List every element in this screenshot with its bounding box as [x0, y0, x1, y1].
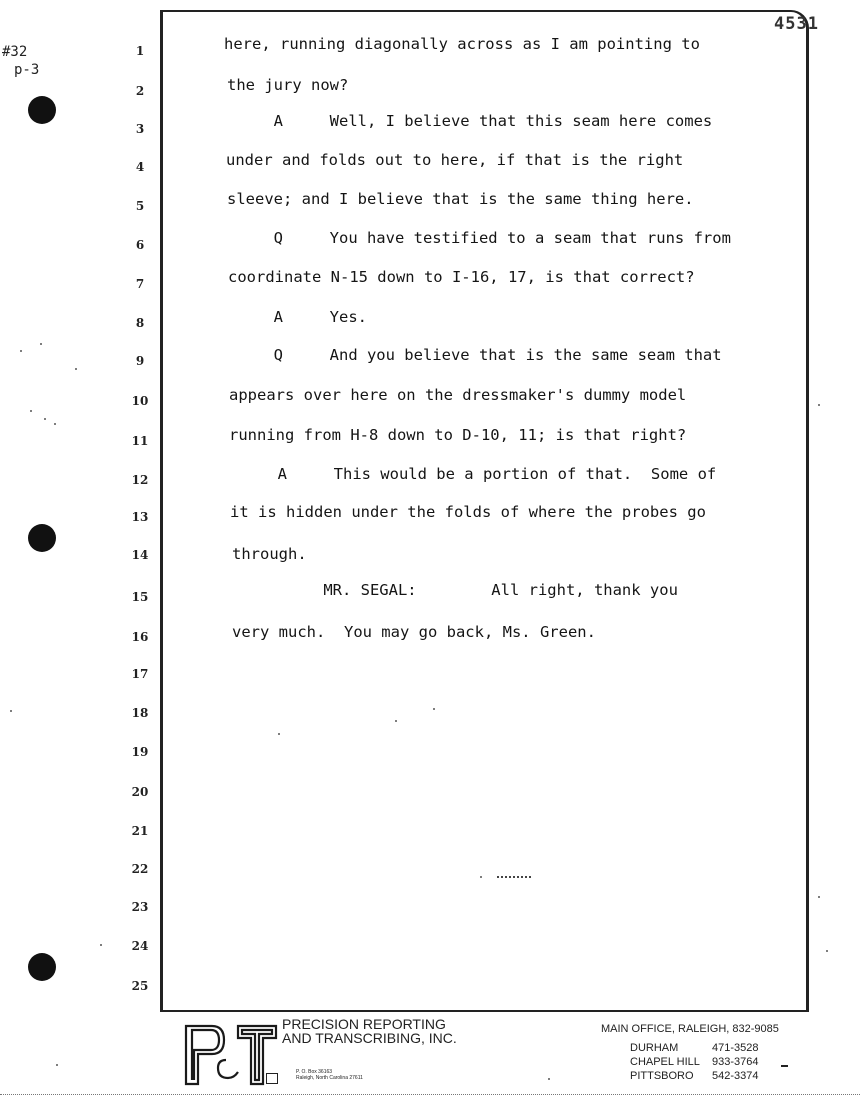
transcript-line: MR. SEGAL: All right, thank you — [230, 581, 678, 599]
office-phone: 471-3528 — [712, 1042, 759, 1054]
line-number: 20 — [131, 785, 149, 799]
svg-text:P&T: P&T — [230, 1085, 234, 1087]
page-stamp: 4531 — [774, 14, 819, 34]
line-number: 13 — [131, 510, 149, 524]
scan-speck — [30, 410, 32, 412]
office-city: DURHAM — [630, 1042, 679, 1054]
transcript-line: very much. You may go back, Ms. Green. — [232, 623, 596, 641]
scan-speck — [826, 950, 828, 952]
frame-right-rule — [806, 28, 809, 1012]
transcript-line: under and folds out to here, if that is the right — [226, 151, 684, 169]
line-number: 14 — [131, 548, 149, 562]
scan-speck — [44, 418, 46, 420]
scan-speck — [54, 423, 56, 425]
line-number: 7 — [135, 277, 145, 291]
line-number: 19 — [131, 745, 149, 759]
line-number: 12 — [131, 473, 149, 487]
company-name-line1: PRECISION REPORTING — [282, 1016, 446, 1032]
scan-speck — [40, 343, 42, 345]
scan-speck — [56, 1064, 58, 1066]
company-name-line2: AND TRANSCRIBING, INC. — [282, 1030, 457, 1046]
transcript-line: A Well, I believe that this seam here comes — [227, 112, 713, 130]
transcript-line: here, running diagonally across as I am pointing to — [224, 35, 700, 53]
line-number: 5 — [135, 199, 145, 213]
office-city: CHAPEL HILL — [630, 1056, 700, 1068]
pt-logo-icon — [182, 1020, 278, 1088]
scan-speck — [100, 944, 102, 946]
transcript-line: sleeve; and I believe that is the same thing here. — [227, 190, 694, 208]
line-number: 21 — [131, 824, 149, 838]
line-number: 9 — [135, 354, 145, 368]
line-number: 17 — [131, 667, 149, 681]
line-number: 15 — [131, 590, 149, 604]
transcript-line: Q You have testified to a seam that runs from — [227, 229, 731, 247]
line-number: 2 — [135, 84, 145, 98]
address-line1: P. O. Box 36163 — [296, 1069, 333, 1075]
transcript-line: Q And you believe that is the same seam that — [227, 346, 722, 364]
address-line2: Raleigh, North Carolina 27611 — [296, 1075, 363, 1081]
scan-bottom-edge — [0, 1094, 860, 1096]
scan-speck — [278, 733, 280, 735]
transcript-line: it is hidden under the folds of where the probes go — [230, 503, 706, 521]
scan-speck — [548, 1078, 550, 1080]
line-number: 22 — [131, 862, 149, 876]
scan-speck — [395, 720, 397, 722]
scan-speck — [818, 404, 820, 406]
scan-speck — [818, 896, 820, 898]
transcript-line: A This would be a portion of that. Some of — [231, 465, 717, 483]
scan-speck — [10, 710, 12, 712]
scan-dots — [497, 876, 531, 878]
line-number: 1 — [135, 44, 145, 58]
margin-note-exhibit: #32 — [2, 44, 28, 60]
company-address — [296, 1069, 363, 1081]
transcript-line: the jury now? — [227, 76, 349, 94]
line-number: 6 — [135, 238, 145, 252]
frame-top-rule — [160, 10, 772, 12]
transcript-line: appears over here on the dressmaker's dummy model — [229, 386, 687, 404]
binder-hole-middle — [28, 524, 56, 552]
binder-hole-top — [28, 96, 56, 124]
office-phone: 933-3764 — [712, 1056, 759, 1068]
line-number: 10 — [131, 394, 149, 408]
office-phone: 542-3374 — [712, 1070, 759, 1082]
logo-square-mark — [266, 1073, 278, 1084]
line-number: 24 — [131, 939, 149, 953]
line-number: 8 — [135, 316, 145, 330]
line-number: 16 — [131, 630, 149, 644]
scan-speck — [433, 708, 435, 710]
binder-hole-bottom — [28, 953, 56, 981]
scan-speck — [20, 350, 22, 352]
scan-speck — [75, 368, 77, 370]
main-office: MAIN OFFICE, RALEIGH, 832-9085 — [601, 1023, 779, 1035]
company-name — [282, 1017, 457, 1045]
line-number: 3 — [135, 122, 145, 136]
line-number: 18 — [131, 706, 149, 720]
scan-speck — [480, 876, 482, 878]
line-number: 4 — [135, 160, 145, 174]
transcript-line: running from H-8 down to D-10, 11; is that right? — [229, 426, 687, 444]
office-city: PITTSBORO — [630, 1070, 694, 1082]
line-number: 11 — [131, 434, 149, 448]
frame-bottom-rule — [160, 1010, 809, 1012]
transcript-line: A Yes. — [227, 308, 367, 326]
margin-note-page: p-3 — [14, 62, 40, 78]
footer-dash-mark — [781, 1065, 788, 1067]
line-number: 25 — [131, 979, 149, 993]
transcript-line: through. — [232, 545, 307, 563]
line-number: 23 — [131, 900, 149, 914]
frame-left-rule — [160, 10, 163, 1012]
transcript-line: coordinate N-15 down to I-16, 17, is that correct? — [228, 268, 695, 286]
